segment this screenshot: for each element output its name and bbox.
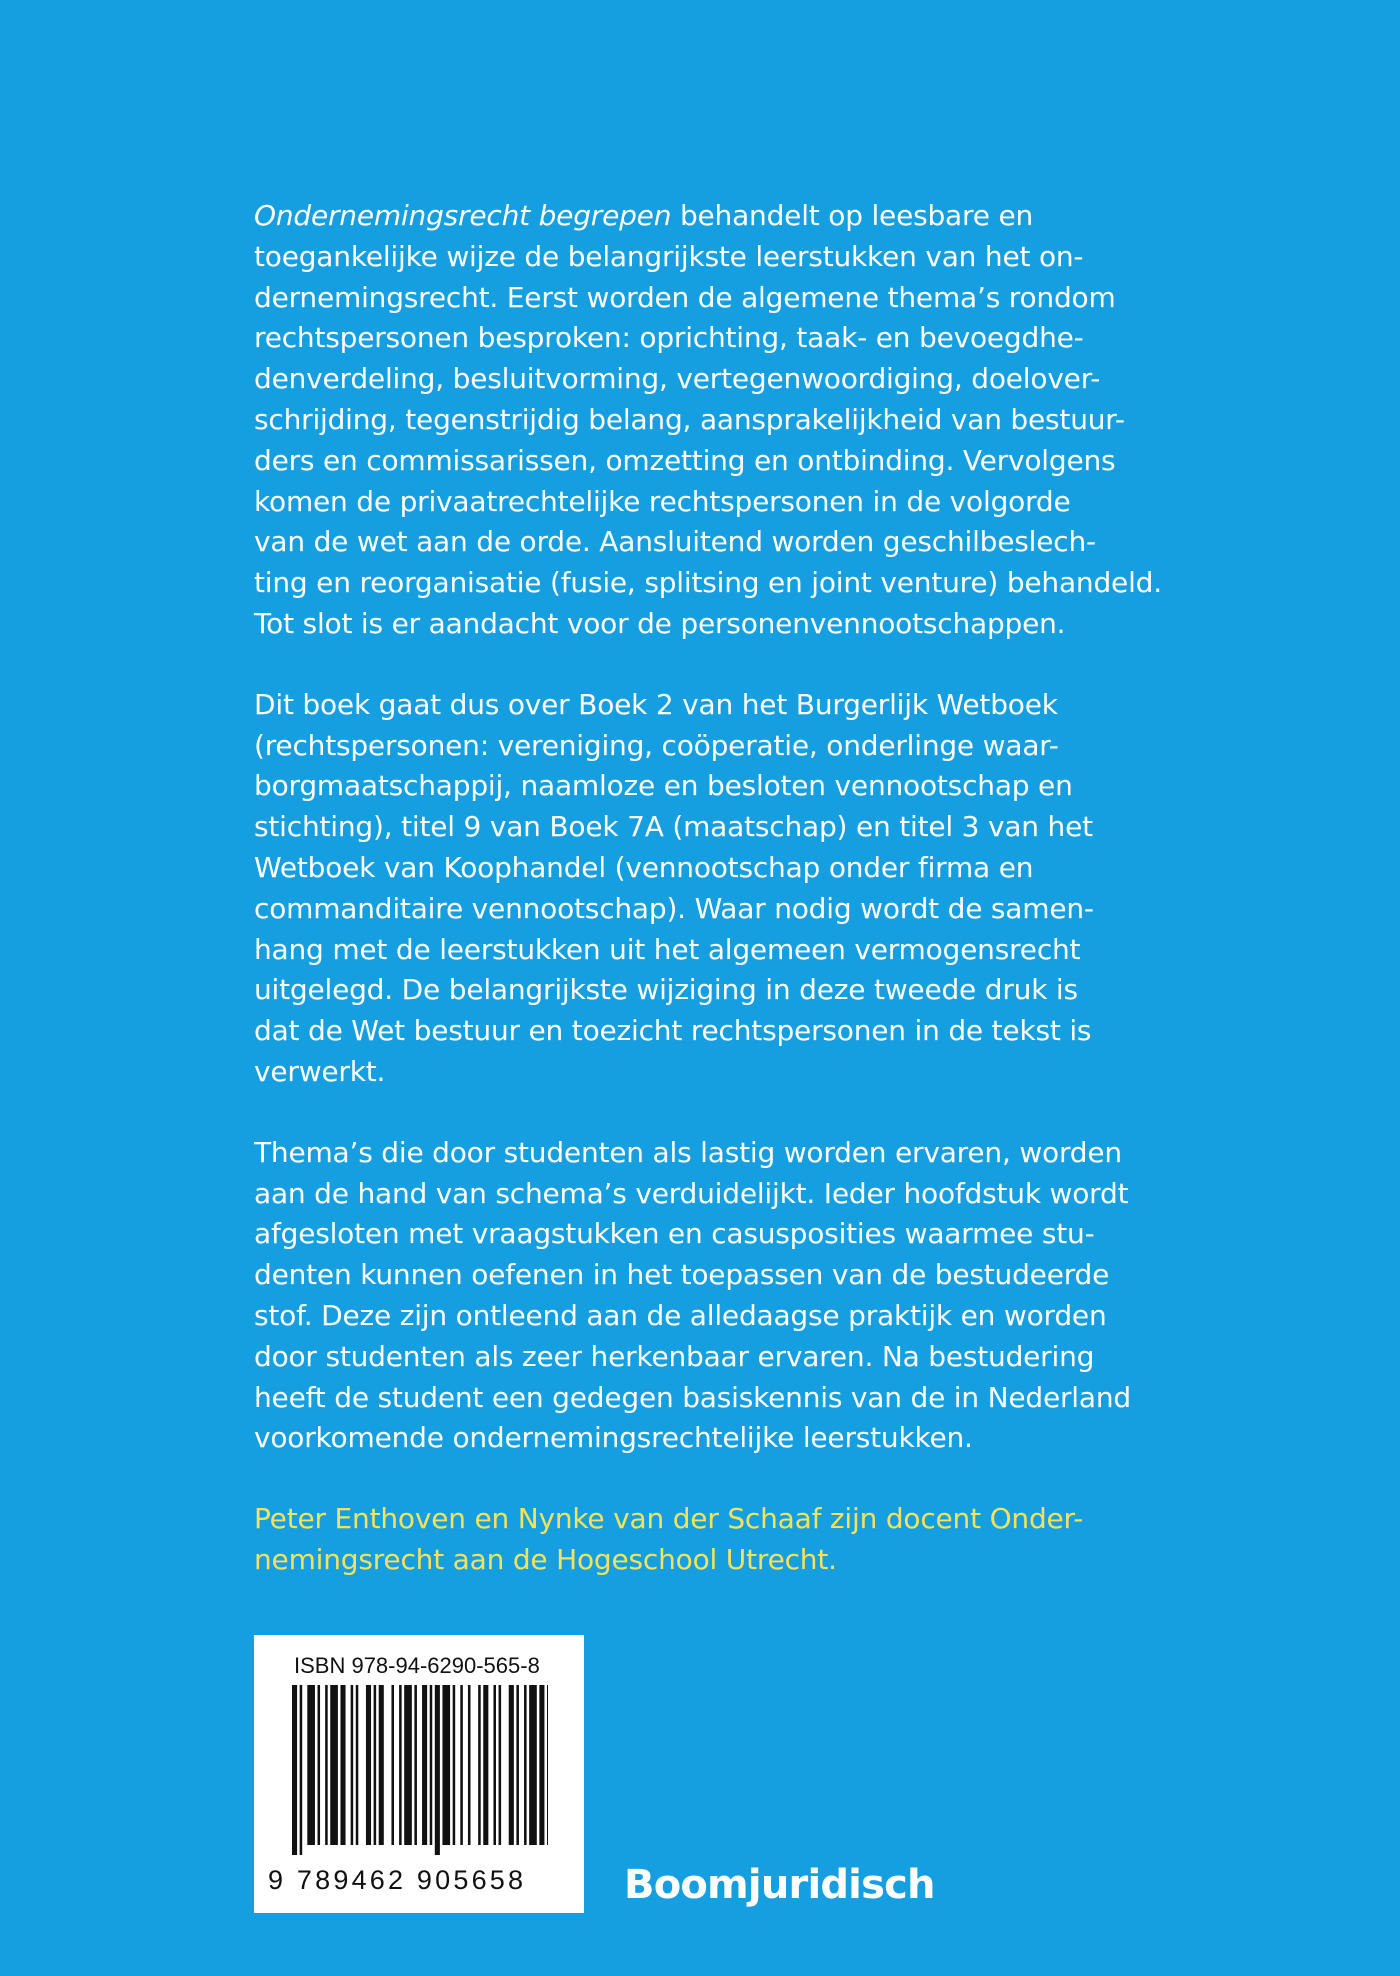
text-line: borgmaatschappij, naamloze en besloten vennootschap en [254,769,1073,803]
barcode-bar [330,1685,338,1845]
barcode-bar [340,1685,345,1845]
barcode-bar [483,1685,488,1845]
text-line: Thema’s die door studenten als lastig worden ervaren, worden [254,1135,1122,1169]
text-line: ting en reorganisatie (fusie, splitsing en joint venture) behandeld. [254,566,1162,600]
text-line: rechtspersonen besproken: oprichting, taak- en bevoegdhe- [254,321,1084,355]
text-line: aan de hand van schema’s verduidelijkt. Ieder hoofdstuk wordt [254,1176,1129,1210]
barcode-bar [307,1685,315,1845]
barcode-bar [300,1685,303,1855]
barcode-bar [404,1685,412,1845]
paragraph-didactics [254,1133,1154,1459]
barcode-bar [478,1685,481,1845]
barcode-bar [516,1685,519,1845]
text-line: stichting), titel 9 van Boek 7A (maatschap) en titel 3 van het [254,810,1093,844]
text-line: dat de Wet bestuur en toezicht rechtspersonen in de tekst is [254,1014,1092,1048]
text-line: afgesloten met vraagstukken en casusposities waarmee stu- [254,1217,1095,1251]
text-line: nemingsrecht aan de Hogeschool Utrecht. [254,1542,837,1576]
barcode-bar [325,1685,328,1845]
author-note [254,1499,1154,1581]
barcode-bar [493,1685,496,1845]
barcode-bar [442,1685,450,1845]
text-line: Wetboek van Koophandel (vennootschap onder firma en [254,850,1034,884]
text-line: heeft de student een gedegen basiskennis van de in Nederland [254,1380,1131,1414]
barcode-bar [422,1685,427,1845]
barcode-bar [318,1685,321,1845]
barcode-bars [292,1685,548,1855]
text-line: toegankelijke wijze de belangrijkste leerstukken van het on- [254,239,1084,273]
barcode-bar [453,1685,456,1845]
text-line: van de wet aan de orde. Aansluitend worden geschilbeslech- [254,525,1096,559]
book-title: Ondernemingsrecht begrepen [254,199,672,232]
barcode-digits: 9 789462 905658 [268,1865,527,1895]
publisher-logo: Boomjuridisch [624,1862,935,1908]
text-fragment: behandelt op leesbare en [671,199,1034,232]
blurb-text [254,196,1162,1621]
paragraph-intro [254,196,1162,645]
barcode-bar [374,1685,377,1845]
barcode-bar [539,1685,544,1845]
barcode-bar [468,1685,471,1845]
text-line: commanditaire vennootschap). Waar nodig wordt de samen- [254,891,1094,925]
text-line: hang met de leerstukken uit het algemeen vermogensrecht [254,932,1081,966]
text-line [254,196,1154,237]
barcode-panel [254,1635,584,1913]
barcode-bar [292,1685,297,1855]
text-line: komen de privaatrechtelijke rechtspersonen in de volgorde [254,484,1071,518]
text-line: Dit boek gaat dus over Boek 2 van het Burgerlijk Wetboek [254,687,1058,721]
barcode-bar [499,1685,502,1845]
text-line: voorkomende ondernemingsrechtelijke leerstukken. [254,1421,973,1455]
isbn-label: ISBN 978-94-6290-565-8 [294,1653,540,1678]
text-line: (rechtspersonen: vereniging, coöperatie, onderlinge waar- [254,728,1059,762]
barcode-bar [391,1685,394,1845]
barcode-bar [524,1685,527,1845]
barcode-bar [379,1685,384,1845]
text-line: dernemingsrecht. Eerst worden de algemene thema’s rondom [254,280,1116,314]
text-line: stof. Deze zijn ontleend aan de alledaagse praktijk en worden [254,1298,1107,1332]
text-line: Peter Enthoven en Nynke van der Schaaf zijn docent Onder- [254,1502,1083,1536]
text-line: uitgelegd. De belangrijkste wijziging in deze tweede druk is [254,973,1078,1007]
barcode-bar [435,1685,440,1855]
barcode-bar [460,1685,463,1845]
barcode-bar [414,1685,417,1845]
text-line: door studenten als zeer herkenbaar ervaren. Na bestudering [254,1339,1095,1373]
barcode-bar [547,1685,548,1845]
barcode-bar [356,1685,359,1845]
text-line: denverdeling, besluitvorming, vertegenwoordiging, doelover- [254,362,1101,396]
text-line: denten kunnen oefenen in het toepassen van de bestudeerde [254,1258,1110,1292]
barcode-bar [529,1685,537,1845]
barcode-bar [509,1685,514,1845]
text-line: verwerkt. [254,1054,386,1088]
text-line: schrijding, tegenstrijdig belang, aansprakelijkheid van bestuur- [254,402,1125,436]
barcode-bar [366,1685,371,1845]
barcode-bar [351,1685,354,1845]
text-line: Tot slot is er aandacht voor de personenvennootschappen. [254,606,1066,640]
paragraph-scope [254,685,1154,1093]
barcode-bar [430,1685,433,1845]
text-line: ders en commissarissen, omzetting en ontbinding. Vervolgens [254,443,1116,477]
barcode-bar [399,1685,402,1845]
